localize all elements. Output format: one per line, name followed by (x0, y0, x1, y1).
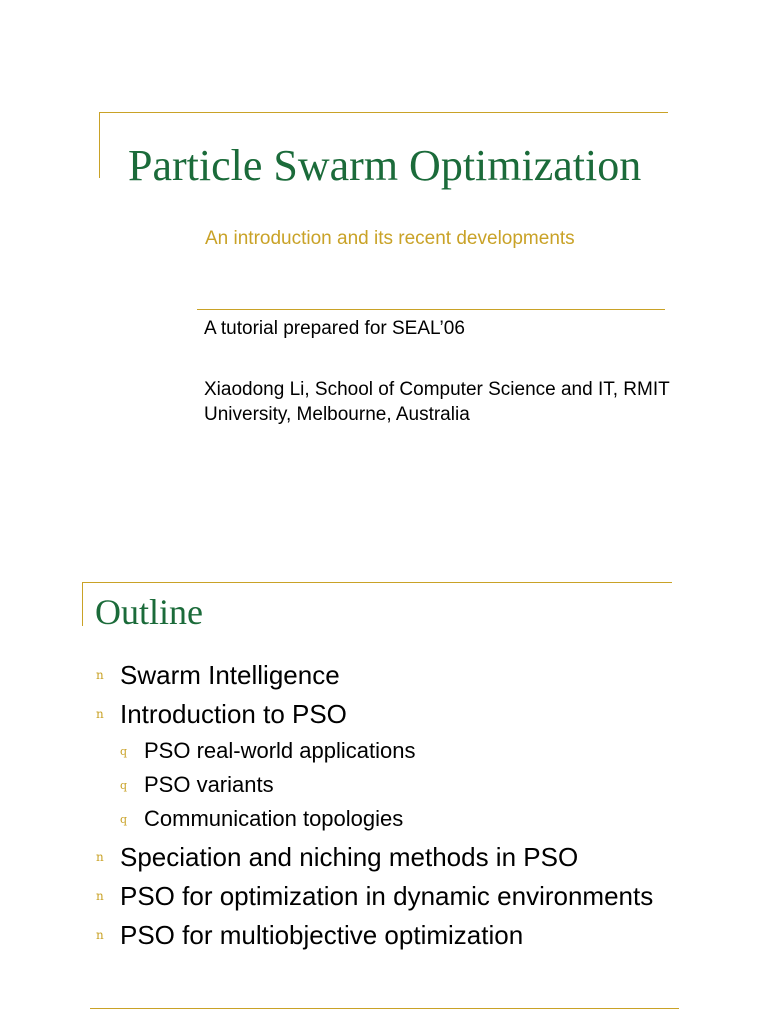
outline-item (96, 659, 340, 691)
outline-left-rule (82, 582, 83, 626)
outline-subitem (120, 771, 274, 799)
outline-item (96, 919, 524, 951)
bullet-icon: n (96, 889, 104, 903)
outline-subitem-text: Communication topologies (144, 806, 404, 831)
outline-item-text: Speciation and niching methods in PSO (120, 842, 579, 872)
sub-bullet-icon: q (120, 779, 128, 792)
outline-subitem-text: PSO real-world applications (144, 738, 416, 763)
slide-subtitle: An introduction and its recent developments (205, 228, 575, 249)
outline-item (96, 880, 654, 912)
title-top-rule (99, 112, 668, 113)
author-info: Xiaodong Li, School of Computer Science and IT, RMIT University, Melbourne, Australia (204, 379, 670, 425)
outline-subitem-text: PSO variants (144, 772, 274, 797)
tutorial-note: A tutorial prepared for SEAL’06 (204, 318, 465, 339)
title-left-rule (99, 112, 100, 178)
outline-subitem (120, 737, 416, 765)
outline-bottom-rule (90, 1008, 679, 1009)
sub-bullet-icon: q (120, 813, 128, 826)
bullet-icon: n (96, 707, 104, 721)
outline-item-text: Introduction to PSO (120, 699, 347, 729)
sub-bullet-icon: q (120, 745, 128, 758)
outline-subitem (120, 805, 404, 833)
subtitle-rule (197, 309, 665, 310)
outline-title: Outline (95, 592, 203, 632)
bullet-icon: n (96, 668, 104, 682)
outline-item (96, 698, 347, 730)
bullet-icon: n (96, 928, 104, 942)
outline-top-rule (82, 582, 672, 583)
slide-title: Particle Swarm Optimization (128, 141, 642, 190)
outline-item (96, 841, 579, 873)
outline-item-text: PSO for optimization in dynamic environments (120, 881, 654, 911)
outline-item-text: PSO for multiobjective optimization (120, 920, 524, 950)
bullet-icon: n (96, 850, 104, 864)
outline-item-text: Swarm Intelligence (120, 660, 340, 690)
